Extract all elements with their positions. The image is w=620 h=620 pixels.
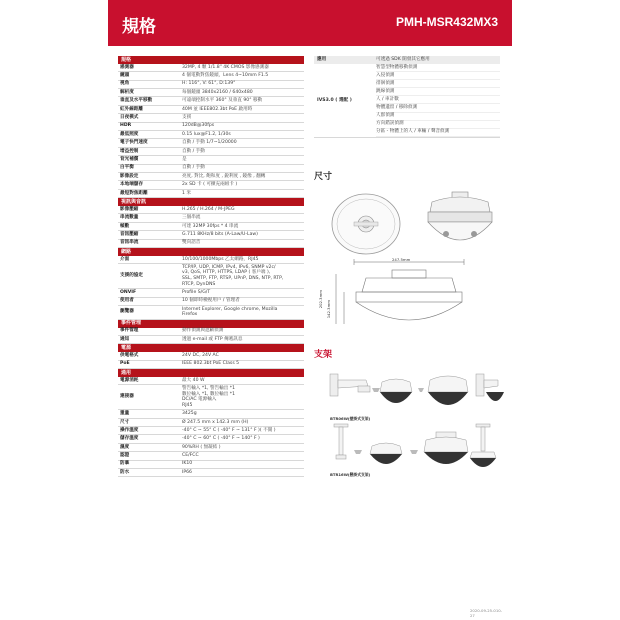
spec-row [118,190,304,198]
wall-mount-illustration [326,368,506,414]
spec-value-line: 90%RH ( 無凝結 ) [182,444,221,450]
spec-value-line: 120dB@30fps [182,123,215,129]
spec-label: 最短對焦距離 [120,190,148,196]
spec-value-line: H: 116°, V: 61°, D:139° [182,81,236,87]
spec-value [180,306,304,319]
spec-row [118,240,304,248]
spec-value-line: 自動 / 手動 [182,165,205,171]
spec-value [180,377,304,384]
spec-label: 濕度 [120,444,130,450]
spec-row [118,427,304,435]
spec-label: 瀏覽器 [120,309,134,315]
spec-value-line: 1 米 [182,190,191,196]
spec-value [180,223,304,230]
spec-label: 背光補償 [120,156,139,162]
spec-label: 通知 [120,336,130,342]
spec-value [180,106,304,113]
spec-label: 尺寸 [120,419,130,425]
spec-value [180,385,304,409]
spec-label: 操作溫度 [120,427,139,433]
spec-value [180,182,304,189]
spec-value [180,123,304,130]
ivs-item: 人 / 車計數 [376,96,500,104]
spec-row [118,264,304,289]
spec-label: 增益控制 [120,148,139,154]
spec-value-line: 自動 / 手動 1/7~1/20000 [182,140,237,146]
spec-row [118,214,304,222]
spec-label: 電源消耗 [120,377,139,383]
spec-label: 音訊串流 [120,240,139,246]
spec-label: PoE [120,361,130,367]
spec-value-line: SSL, SMTP, FTP, RTSP, UPnP, DNS, NTP, RTP, [182,276,284,282]
spec-label: 最低照度 [120,131,139,137]
spec-value-line: 動作偵測與遮斷偵測 [182,328,224,334]
spec-value-line: 40M 並 IEEE802.3bt PoE 啟用時 [182,106,253,112]
spec-value [180,98,304,105]
spec-label: 供電格式 [120,352,139,358]
spec-row [118,377,304,385]
spec-value [180,114,304,121]
spec-row [118,385,304,410]
spec-value [180,231,304,238]
spec-row [118,289,304,297]
spec-value [180,131,304,138]
spec-row [118,352,304,360]
model-number: PMH-MSR432MX3 [395,15,498,29]
spec-label: 紅外線距離 [120,106,143,112]
spec-row [118,469,304,477]
spec-value-line: 是 [182,156,187,162]
ivs-label: IVS3.0 ( 選配 ) [317,97,352,103]
spec-value-line: H.265 / H.264 / M-JPEG [182,206,235,212]
spec-value-line: RJ45 [182,402,193,408]
spec-value-line: 支援 [182,115,192,121]
spec-value [180,452,304,459]
ivs-item: 人群偵測 [376,113,500,121]
spec-value-line: 2x SD 卡 ( 可擴充兩組卡 ) [182,182,238,188]
spec-value-line: 自動 / 手動 [182,148,205,154]
spec-row [118,139,304,147]
spec-value-line: 32MP, 4 顆 1/1.8" 4K CMOS 影像感測器 [182,64,269,70]
pendant-mount-illustration [326,422,506,478]
spec-value [180,240,304,247]
spec-label: 影像設定 [120,173,139,179]
spec-value [180,298,304,305]
ivs-table [314,56,500,138]
spec-value [180,148,304,155]
spec-value [180,444,304,451]
spec-value-line: v3, QoS, HTTP, HTTPS, LDAP ( 客戶端 ), [182,270,271,276]
spec-row [118,165,304,173]
wall-mount-caption: BTR06W(壁掛式支架) [330,416,371,421]
spec-row [118,206,304,214]
spec-value-line: RTCP, DynDNS [182,281,216,287]
spec-label: 連接器 [120,394,134,400]
spec-value-line: 可遠端控制水平 360° 及垂直 90° 移動 [182,98,263,104]
page-title: 規格 [122,17,156,37]
spec-row [118,106,304,114]
spec-label: 使用者 [120,298,134,304]
spec-value-line: 雙向語音 [182,240,201,246]
spec-label: 視角 [120,81,130,87]
spec-label: HDR [120,123,132,129]
spec-value-line: IP66 [182,469,192,475]
spec-value-line: 每個鏡頭 3840x2160 / 640x480 [182,89,253,95]
spec-row [118,64,304,72]
spec-row [118,148,304,156]
spec-value [180,64,304,71]
spec-value-line: 透過 e-mail 或 FTP 傳遞訊息 [182,336,243,342]
section-heading: 事件管理 [118,320,304,328]
dimensions-heading: 尺寸 [314,172,333,182]
spec-value-line: DC/AC 電源輸入 [182,397,217,403]
spec-label: 防水 [120,469,130,475]
spec-value-line: G.711 8KHz/8 bits (A-Law/U-Law) [182,231,258,237]
spec-value [180,206,304,213]
spec-value [180,81,304,88]
spec-value-line: 亮度, 對比, 飽和度 , 銳利度 , 鏡像 , 翻轉 [182,173,266,179]
application-label: 應用 [317,57,327,63]
spec-value-line: 4 個電動對焦鏡頭，Lens 4~10mm F1.5 [182,73,269,79]
spec-value [180,289,304,296]
spec-value [180,436,304,443]
spec-label: 影像壓縮 [120,206,139,212]
application-row [314,56,500,64]
dimension-drawing [316,256,504,328]
spec-value-line: 0.15 lux@F1.2, 1/30s [182,131,231,137]
spec-value-line: 10 個即時檢視用戶 / 管理者 [182,298,240,304]
section-heading: 規格 [118,56,304,64]
spec-row [118,123,304,131]
spec-value-line: 三個串流 [182,215,201,221]
spec-row [118,410,304,418]
spec-row [118,72,304,80]
spec-label: 電子快門速度 [120,140,148,146]
spec-label: 介面 [120,256,130,262]
width-dimension-label: 247.5mm [392,257,411,262]
ivs-item: 方向錯誤偵測 [376,121,500,129]
spec-label: ONVIF [120,290,137,296]
spec-value-line: 可達 32MP 30fps * 4 串流 [182,223,239,229]
spec-value [180,165,304,172]
spec-row [118,89,304,97]
spec-value-line: IK10 [182,461,193,467]
spec-value-line: Internet Explorer, Google chrome, Mozilla [182,306,278,312]
spec-row [118,231,304,239]
footer-line-2: 27 [470,613,475,619]
spec-value [180,140,304,147]
spec-row [118,97,304,105]
ivs-item: 入侵偵測 [376,72,500,80]
ivs-item: 跳線偵測 [376,88,500,96]
spec-label: 幀數 [120,223,130,229]
spec-value [180,264,304,288]
spec-label: 重量 [120,411,130,417]
application-value: 可透過 SDK 開發其它應用 [376,57,430,63]
camera-side-view-drawing [420,188,500,256]
ivs-item: 物體遺留 / 移除偵測 [376,104,500,112]
spec-label: 白平衡 [120,165,134,171]
spec-value-line: 10/100/1000Mbps 乙太網路，RJ45 [182,256,259,262]
section-heading: 視訊與音訊 [118,198,304,206]
ivs-block [314,64,500,138]
camera-top-view-drawing [328,188,404,256]
spec-value [180,89,304,96]
height-dimension-label: 202.3mm [318,290,323,309]
spec-label: 事件管理 [120,328,139,334]
spec-label: 認證 [120,453,130,459]
spec-value-line: 警告輸入 *1, 警告輸出 *1 [182,385,236,391]
spec-row [118,181,304,189]
spec-value-line: 數位輸入 *1, 數位輸出 *1 [182,391,236,397]
spec-value [180,411,304,418]
spec-value-line: 3425g [182,411,197,417]
spec-row [118,156,304,164]
spec-label: 垂直及水平移動 [120,98,153,104]
mounts-heading: 支架 [314,350,333,360]
spec-value-line: CE/FCC [182,453,199,459]
spec-row [118,256,304,264]
spec-label: 鏡頭 [120,73,130,79]
spec-label: 日夜模式 [120,115,139,121]
ivs-item: 分區 - 物體上的人 / 車輛 / 聲音偵測 [376,129,500,137]
spec-value-line: Firefox [182,312,198,318]
section-heading: 通用 [118,369,304,377]
spec-row [118,328,304,336]
spec-label: 感測器 [120,64,134,70]
spec-row [118,444,304,452]
spec-label: 支援的協定 [120,273,143,279]
ivs-item: 智慧型物體移動偵測 [376,64,500,72]
spec-table [118,56,304,477]
spec-value [180,336,304,343]
spec-value-line: -40° C ~ 60° C ( -40° F ~ 140° F ) [182,436,260,442]
spec-row [118,306,304,320]
section-heading: 網路 [118,248,304,256]
spec-row [118,435,304,443]
spec-row [118,361,304,369]
spec-row [118,81,304,89]
spec-value [180,173,304,180]
spec-value [180,461,304,468]
spec-row [118,131,304,139]
spec-value [180,72,304,79]
spec-value [180,190,304,197]
spec-value [180,469,304,476]
ivs-item: 徘徊偵測 [376,80,500,88]
spec-label: 防暴 [120,461,130,467]
spec-value [180,328,304,335]
spec-label: 串流數量 [120,215,139,221]
footer-line-1: 2020-09-25-010- [470,608,503,613]
spec-row [118,336,304,344]
spec-row [118,173,304,181]
spec-value-line: 24V DC, 24V AC [182,352,219,358]
spec-value [180,419,304,426]
ivs-items [374,64,500,137]
page-header [108,0,512,46]
inner-height-dimension-label: 142.3mm [326,300,331,319]
section-heading: 電源 [118,344,304,352]
spec-row [118,223,304,231]
spec-value-line: TCP/IP, UDP, ICMP, IPv4, IPv6, SNMP v2c/ [182,264,276,270]
spec-value-line: Ø 247.5 mm x 142.3 mm (H) [182,419,249,425]
spec-value [180,352,304,359]
spec-row [118,419,304,427]
document-footer [470,608,502,619]
spec-row [118,461,304,469]
pendant-mount-caption: BTR16W(懸掛式支架) [330,472,371,477]
spec-value-line: IEEE 802.3bt PoE Class 5 [182,361,240,367]
spec-value-line: Profile S/G/T [182,290,211,296]
spec-value-line: -40° C ~ 55° C ( -40° F ~ 131° F )( 不開 ) [182,427,276,433]
spec-label: 解析度 [120,89,134,95]
spec-value [180,215,304,222]
spec-label: 音訊壓縮 [120,231,139,237]
spec-label: 儲存溫度 [120,436,139,442]
spec-label: 本地端儲存 [120,182,143,188]
spec-value [180,256,304,263]
spec-row [118,452,304,460]
spec-value-line: 最大 40 W [182,377,205,383]
spec-row [118,114,304,122]
spec-row [118,298,304,306]
spec-value [180,427,304,434]
spec-value [180,156,304,163]
spec-value [180,361,304,368]
